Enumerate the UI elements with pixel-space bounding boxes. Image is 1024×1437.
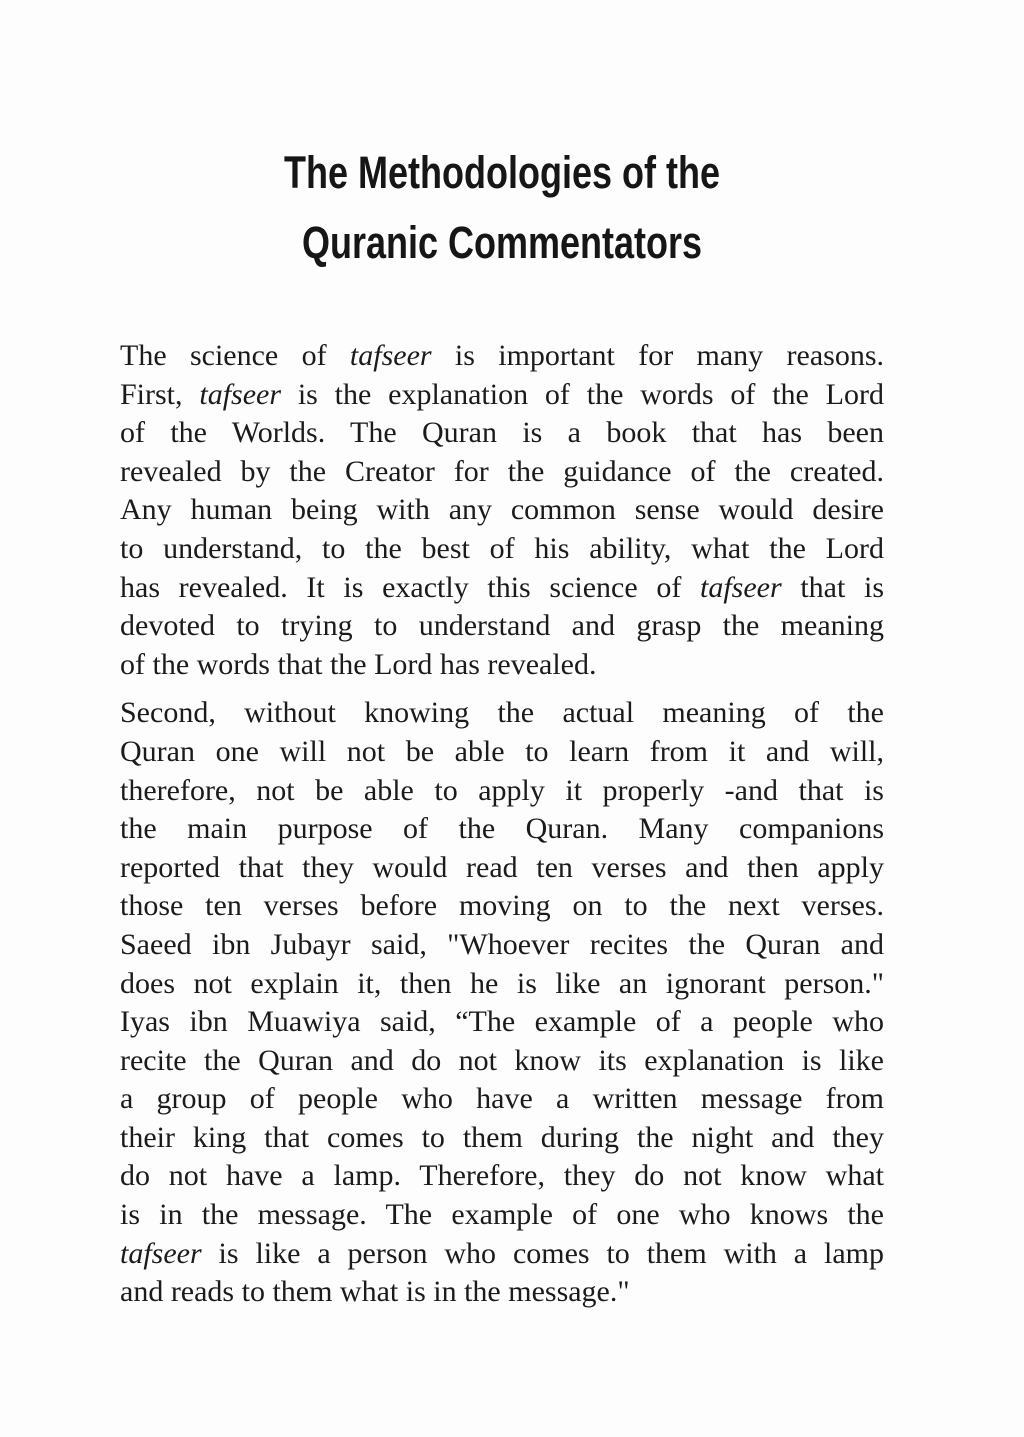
text-line: devoted to trying to understand and grasp the meaning bbox=[120, 609, 884, 643]
text-line: of the words that the Lord has revealed. bbox=[120, 647, 597, 681]
text-line: tafseer is like a person who comes to them with a lamp bbox=[120, 1236, 884, 1270]
chapter-title-line-2: Quranic Commentators bbox=[301, 217, 703, 268]
text-line: reported that they would read ten verses and then apply bbox=[120, 850, 884, 884]
text-line: The science of tafseer is important for many reasons. bbox=[120, 339, 884, 372]
paragraph-2 bbox=[120, 694, 884, 1312]
text-line: to understand, to the best of his ability, what the Lord bbox=[120, 531, 884, 565]
text-line: their king that comes to them during the night and they bbox=[120, 1120, 884, 1154]
text-line: does not explain it, then he is like an ignorant person." bbox=[120, 966, 884, 1000]
text-line: of the Worlds. The Quran is a book that has been bbox=[120, 416, 884, 450]
italic-term: tafseer bbox=[120, 1236, 202, 1270]
text-line: therefore, not be able to apply it properly -and that is bbox=[120, 773, 884, 807]
italic-term: tafseer bbox=[700, 570, 782, 604]
text-line: do not have a lamp. Therefore, they do not know what bbox=[120, 1159, 884, 1193]
text-line: Any human being with any common sense would desire bbox=[120, 493, 884, 527]
italic-term: tafseer bbox=[349, 339, 432, 372]
text-line: a group of people who have a written message from bbox=[120, 1082, 884, 1116]
text-line: Second, without knowing the actual meaning of the bbox=[120, 696, 884, 730]
text-line: those ten verses before moving on to the next verses. bbox=[120, 889, 884, 923]
chapter-title-line-1: The Methodologies of the bbox=[284, 147, 720, 198]
text-line: has revealed. It is exactly this science of tafseer that is bbox=[120, 570, 884, 604]
text-line: the main purpose of the Quran. Many companions bbox=[120, 812, 884, 846]
paragraph-1 bbox=[120, 337, 884, 684]
text-line: Iyas ibn Muawiya said, “The example of a people who bbox=[120, 1005, 884, 1039]
text-line: recite the Quran and do not know its explanation is like bbox=[120, 1043, 884, 1077]
text-line: and reads to them what is in the message." bbox=[120, 1275, 630, 1309]
text-line: Saeed ibn Jubayr said, "Whoever recites the Quran and bbox=[120, 927, 884, 961]
chapter-title bbox=[196, 138, 807, 278]
body-text bbox=[120, 337, 884, 1322]
text-line: is in the message. The example of one who knows the bbox=[120, 1198, 884, 1232]
text-line: revealed by the Creator for the guidance of the created. bbox=[120, 454, 884, 488]
text-line: First, tafseer is the explanation of the words of the Lord bbox=[120, 377, 884, 411]
italic-term: tafseer bbox=[199, 377, 282, 411]
text-line: Quran one will not be able to learn from it and will, bbox=[120, 734, 884, 768]
